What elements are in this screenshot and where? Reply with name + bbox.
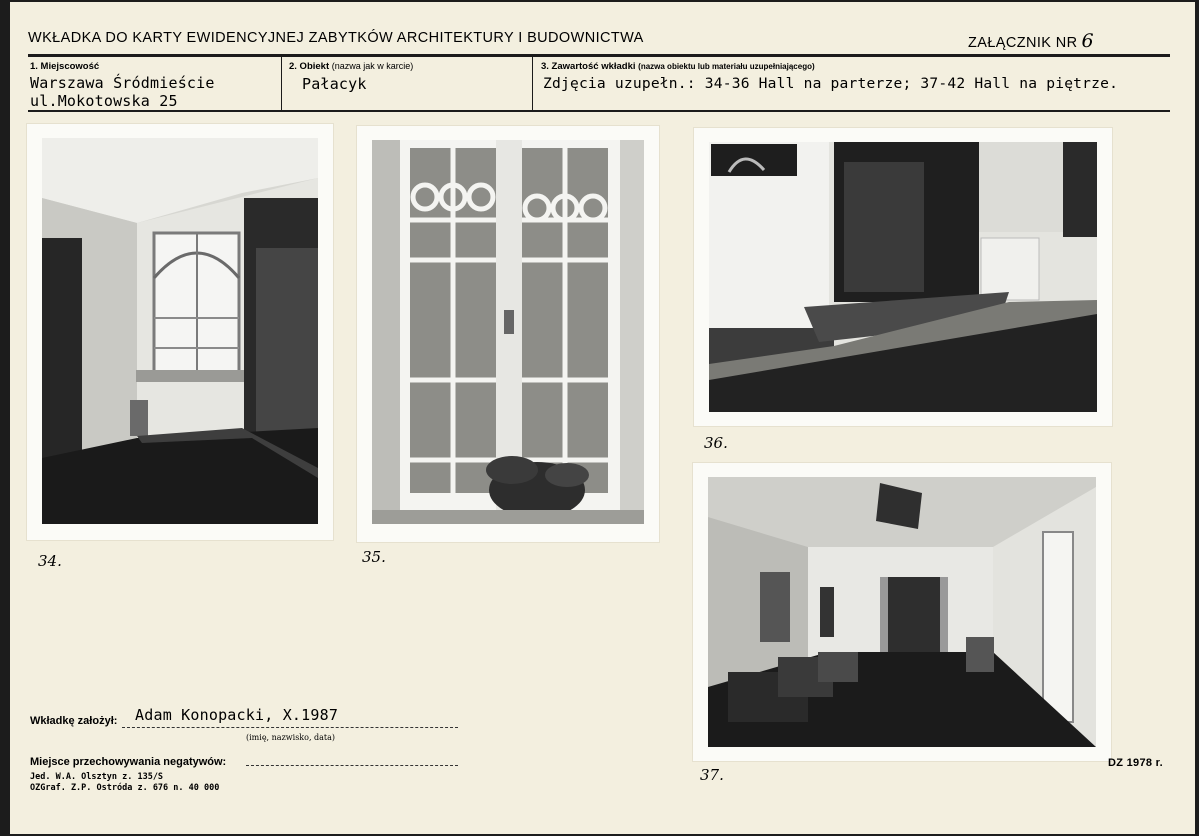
photo-37-number: 37. [700, 766, 724, 784]
field-divider-1 [281, 57, 282, 111]
location-line1: Warszawa Śródmieście [30, 74, 215, 92]
photo-37-upper-hall-room [708, 477, 1096, 747]
created-by-caption: (imię, nazwisko, data) [246, 733, 336, 742]
negatives-line [246, 765, 458, 766]
object-label: 2. Obiekt (nazwa jak w karcie) [289, 61, 414, 72]
photo-36-hall-window-bench [709, 142, 1097, 412]
photo-37-image [708, 477, 1096, 747]
annex-number: 6 [1081, 30, 1095, 52]
photo-34-interior-corner-window [42, 138, 318, 524]
header-rule-top [28, 54, 1170, 57]
photo-36-number: 36. [704, 434, 728, 452]
form-code: DZ 1978 r. [1108, 757, 1163, 769]
field-divider-2 [532, 57, 533, 111]
negatives-label: Miejsce przechowywania negatywów: [30, 756, 227, 768]
object-value: Pałacyk [302, 75, 367, 93]
created-by-value: Adam Konopacki, X.1987 [135, 706, 339, 724]
location-line2: ul.Mokotowska 25 [30, 92, 178, 110]
photo-34-image [42, 138, 318, 524]
printer-line-1: Jed. W.A. Olsztyn z. 135/S [30, 772, 164, 782]
printer-line-2: OZGraf. Z.P. Ostróda z. 676 n. 40 000 [30, 783, 220, 793]
form-title: WKŁADKA DO KARTY EWIDENCYJNEJ ZABYTKÓW ARCHITEKTURY I BUDOWNICTWA [28, 30, 644, 46]
header-rule-bottom [28, 110, 1170, 112]
photo-35-image [372, 140, 644, 524]
photo-36-image [709, 142, 1097, 412]
photo-35-glazed-double-door [372, 140, 644, 524]
location-label: 1. Miejscowość [30, 61, 100, 72]
annex-label-group [968, 30, 1094, 52]
contents-label: 3. Zawartość wkładki (nazwa obiektu lub materiału uzupełniającego) [541, 61, 815, 72]
created-by-line [122, 727, 458, 728]
annex-label: ZAŁĄCZNIK NR [968, 35, 1078, 51]
photo-34-number: 34. [38, 552, 62, 570]
contents-value: Zdjęcia uzupełn.: 34-36 Hall na parterze; 37-42 Hall na piętrze. [543, 75, 1119, 92]
created-by-label: Wkładkę założył: [30, 715, 118, 727]
photo-35-number: 35. [362, 548, 386, 566]
